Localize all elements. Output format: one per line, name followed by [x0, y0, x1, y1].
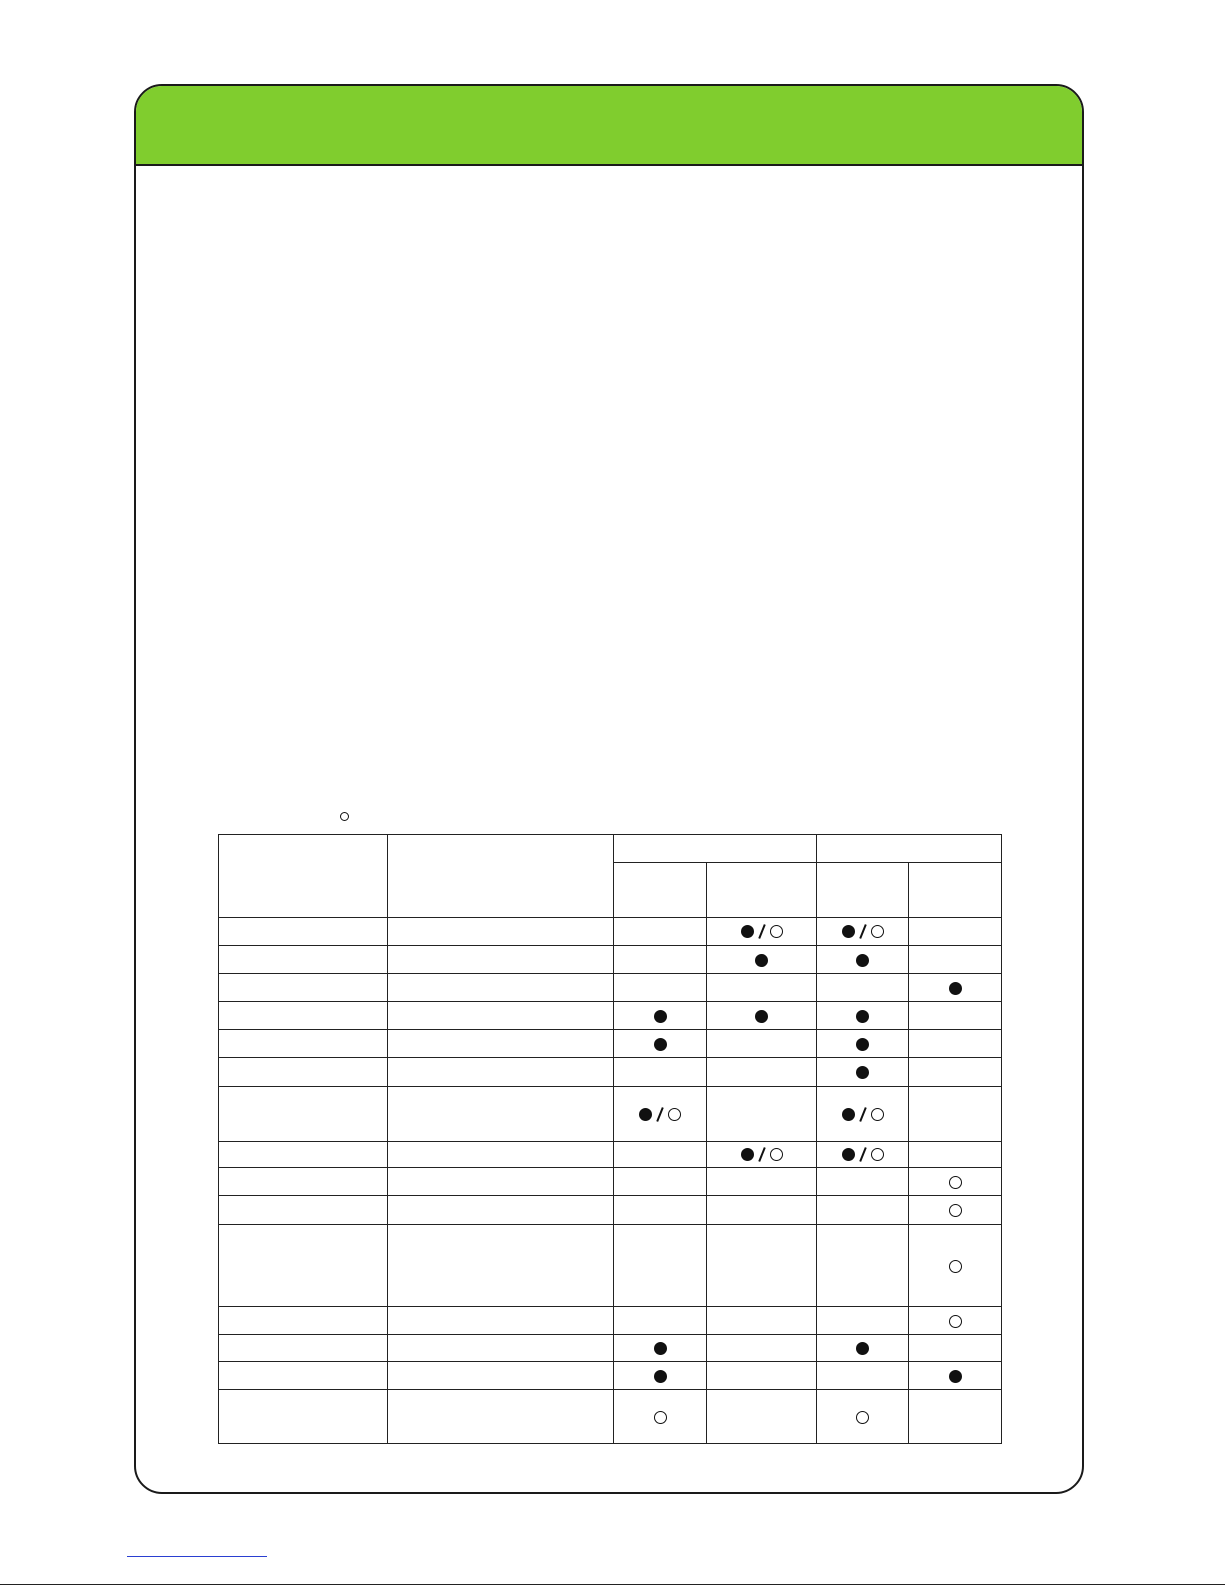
slash-divider-icon — [859, 1147, 866, 1162]
table-cell — [614, 1196, 707, 1225]
table-cell — [388, 1225, 614, 1307]
table-cell — [388, 1168, 614, 1196]
table-cell — [219, 1030, 388, 1058]
table-cell — [817, 1058, 909, 1087]
table-row — [219, 1335, 1002, 1362]
table-cell — [388, 1307, 614, 1335]
table-row — [219, 1002, 1002, 1030]
open-circle-icon — [949, 1176, 962, 1189]
filled-circle-icon — [755, 1010, 768, 1023]
table-cell — [614, 1168, 707, 1196]
table-cell — [707, 1142, 817, 1168]
table-cell — [707, 1087, 817, 1142]
table-cell — [817, 946, 909, 974]
table-cell — [707, 1058, 817, 1087]
filled-circle-icon — [842, 925, 855, 938]
table-cell — [388, 974, 614, 1002]
slash-divider-icon — [758, 924, 765, 939]
table-row — [219, 1168, 1002, 1196]
table-cell — [909, 1002, 1002, 1030]
table-cell — [614, 1225, 707, 1307]
open-circle-icon — [654, 1411, 667, 1424]
table-cell — [909, 1225, 1002, 1307]
filled-circle-icon — [741, 925, 754, 938]
slash-divider-icon — [656, 1107, 663, 1122]
table-cell — [909, 974, 1002, 1002]
table-cell — [817, 1307, 909, 1335]
table-cell — [388, 1058, 614, 1087]
filled-circle-icon — [654, 1342, 667, 1355]
table-cell — [219, 1087, 388, 1142]
table-cell — [707, 946, 817, 974]
open-circle-legend-icon — [340, 812, 349, 821]
open-circle-icon — [770, 1148, 783, 1161]
open-circle-icon — [668, 1108, 681, 1121]
table-row — [219, 1196, 1002, 1225]
table-cell — [614, 946, 707, 974]
table-cell — [388, 1142, 614, 1168]
table-subheader-cell — [707, 863, 817, 918]
table-cell — [614, 1335, 707, 1362]
comparison-table — [218, 834, 1002, 1444]
table-cell — [817, 918, 909, 946]
table-cell — [707, 918, 817, 946]
table-cell — [388, 1002, 614, 1030]
table-cell — [909, 1168, 1002, 1196]
table-cell — [219, 918, 388, 946]
table-cell — [707, 1030, 817, 1058]
table-cell — [909, 1058, 1002, 1087]
table-cell — [614, 1002, 707, 1030]
table-group-header — [817, 835, 1002, 863]
open-circle-icon — [770, 925, 783, 938]
filled-circle-icon — [755, 954, 768, 967]
table-cell — [817, 1196, 909, 1225]
filled-circle-icon — [949, 982, 962, 995]
filled-circle-icon — [654, 1038, 667, 1051]
table-header-cell — [219, 835, 388, 918]
filled-circle-icon — [856, 1066, 869, 1079]
table-cell — [388, 1390, 614, 1444]
table-cell — [909, 1307, 1002, 1335]
table-cell — [909, 1196, 1002, 1225]
table-cell — [614, 1390, 707, 1444]
table-cell — [909, 1390, 1002, 1444]
filled-circle-icon — [654, 1010, 667, 1023]
open-circle-icon — [856, 1411, 869, 1424]
table-row — [219, 1362, 1002, 1390]
table-row — [219, 1058, 1002, 1087]
table-cell — [388, 1030, 614, 1058]
table-cell — [817, 1390, 909, 1444]
filled-circle-icon — [856, 1038, 869, 1051]
table-header-cell — [388, 835, 614, 918]
table-cell — [219, 1142, 388, 1168]
table-cell — [707, 1196, 817, 1225]
table-cell — [219, 1335, 388, 1362]
table-cell — [817, 1002, 909, 1030]
table-cell — [614, 918, 707, 946]
table-body — [219, 918, 1002, 1444]
table-subheader-cell — [909, 863, 1002, 918]
table-cell — [909, 1030, 1002, 1058]
table-group-header — [614, 835, 817, 863]
table-subheader-cell — [614, 863, 707, 918]
table-cell — [909, 1335, 1002, 1362]
table-cell — [219, 1002, 388, 1030]
table-cell — [817, 1030, 909, 1058]
table-cell — [909, 1142, 1002, 1168]
table-cell — [614, 1058, 707, 1087]
table-cell — [219, 946, 388, 974]
table-cell — [817, 1087, 909, 1142]
table-row — [219, 1087, 1002, 1142]
open-circle-icon — [871, 925, 884, 938]
table-cell — [707, 1002, 817, 1030]
table-row — [219, 918, 1002, 946]
table-cell — [817, 1168, 909, 1196]
table-cell — [388, 1196, 614, 1225]
table-cell — [817, 1142, 909, 1168]
open-circle-icon — [949, 1315, 962, 1328]
table-cell — [388, 1362, 614, 1390]
table-row — [219, 1390, 1002, 1444]
table-cell — [707, 1168, 817, 1196]
table-cell — [219, 974, 388, 1002]
filled-circle-icon — [842, 1108, 855, 1121]
table-cell — [817, 974, 909, 1002]
table-cell — [817, 1362, 909, 1390]
filled-circle-icon — [741, 1148, 754, 1161]
filled-circle-icon — [654, 1370, 667, 1383]
table-cell — [614, 1030, 707, 1058]
open-circle-icon — [871, 1148, 884, 1161]
table-cell — [614, 1362, 707, 1390]
table-cell — [909, 1362, 1002, 1390]
table-cell — [707, 1390, 817, 1444]
table-cell — [388, 918, 614, 946]
table-cell — [219, 1307, 388, 1335]
open-circle-icon — [871, 1108, 884, 1121]
table-cell — [909, 918, 1002, 946]
table-cell — [817, 1335, 909, 1362]
table-cell — [614, 974, 707, 1002]
table-cell — [388, 1335, 614, 1362]
table-cell — [219, 1168, 388, 1196]
table-row — [219, 946, 1002, 974]
table-cell — [707, 1335, 817, 1362]
table-cell — [219, 1225, 388, 1307]
table-subheader-cell — [817, 863, 909, 918]
table-cell — [614, 1087, 707, 1142]
table-cell — [219, 1058, 388, 1087]
footer-link-underline[interactable] — [127, 1556, 267, 1557]
table-cell — [707, 974, 817, 1002]
table-cell — [909, 1087, 1002, 1142]
table-cell — [219, 1196, 388, 1225]
table-cell — [707, 1362, 817, 1390]
filled-circle-icon — [842, 1148, 855, 1161]
table-cell — [614, 1142, 707, 1168]
table-row — [219, 1225, 1002, 1307]
filled-circle-icon — [856, 1010, 869, 1023]
table-cell — [219, 1390, 388, 1444]
table-cell — [707, 1225, 817, 1307]
table-cell — [817, 1225, 909, 1307]
table-row — [219, 1307, 1002, 1335]
filled-circle-icon — [639, 1108, 652, 1121]
panel-header-bar — [136, 86, 1082, 166]
table-cell — [388, 946, 614, 974]
table-cell — [388, 1087, 614, 1142]
table-row — [219, 1142, 1002, 1168]
slash-divider-icon — [859, 1107, 866, 1122]
table-cell — [707, 1307, 817, 1335]
table-cell — [614, 1307, 707, 1335]
table-cell — [219, 1362, 388, 1390]
filled-circle-icon — [949, 1370, 962, 1383]
table-row — [219, 1030, 1002, 1058]
open-circle-icon — [949, 1260, 962, 1273]
slash-divider-icon — [758, 1147, 765, 1162]
slash-divider-icon — [859, 924, 866, 939]
table-row — [219, 974, 1002, 1002]
open-circle-icon — [949, 1204, 962, 1217]
table-cell — [909, 946, 1002, 974]
filled-circle-icon — [856, 1342, 869, 1355]
filled-circle-icon — [856, 954, 869, 967]
